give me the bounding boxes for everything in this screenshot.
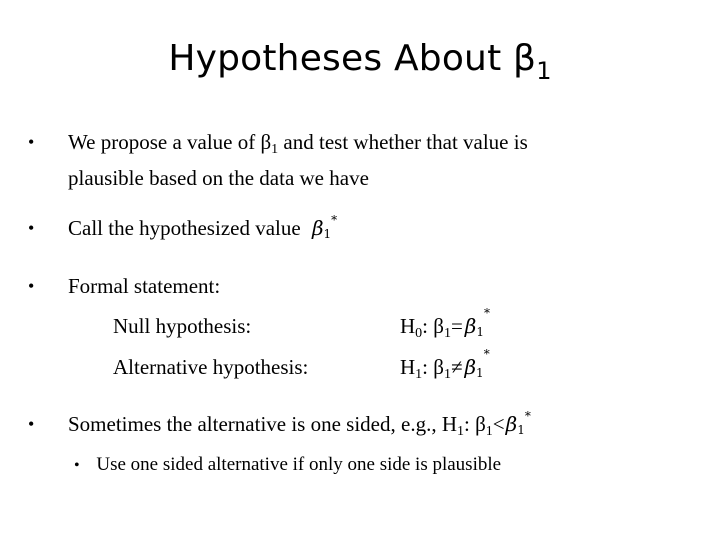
beta-subscript: 1: [271, 142, 279, 157]
beta-star-symbol: β1 *: [464, 306, 490, 339]
bullet-text: [68, 213, 338, 248]
null-hypothesis-label: Null hypothesis:: [113, 314, 252, 338]
title-subscript: 1: [536, 57, 552, 85]
bullet-dot: •: [28, 276, 35, 296]
null-hypothesis-expression: $H_0$: $\beta_1= \beta 1$ *: [400, 306, 490, 341]
bullet-text: Sometimes the alternative is one sided, e.g., $H_1$: $\beta_1<\beta 1$ *: [68, 410, 525, 446]
slide-title: [0, 38, 720, 85]
bullet-formal-statement: [28, 272, 708, 302]
bullet-text-line2: plausible based on the data we have: [68, 166, 369, 190]
sub-bullet-text: Use one sided alternative if only one side is plausible: [96, 454, 502, 475]
beta-star-symbol: β1 *: [311, 213, 338, 241]
bullet-propose-value: [28, 128, 708, 188]
bullet-text: [68, 128, 528, 192]
bullet-hypothesized-value: [28, 214, 708, 244]
sub-bullet-one-sided-use: [74, 454, 501, 476]
bullet-text-part: We propose a value of β: [68, 130, 272, 154]
alternative-hypothesis-label: Alternative hypothesis:: [113, 355, 309, 379]
alternative-hypothesis-expression: $H_1$: $\beta_1\ne \beta 1$ *: [400, 347, 490, 382]
bullet-one-sided: [28, 410, 708, 440]
bullet-dot: •: [28, 414, 35, 434]
beta-star-symbol: β1 *: [505, 409, 531, 437]
bullet-dot: •: [28, 218, 35, 238]
bullet-text-part: Call the hypothesized value: [68, 216, 301, 240]
bullet-text-part: and test whether that value is: [278, 130, 528, 154]
title-text: Hypotheses About β: [168, 38, 537, 79]
bullet-dot: •: [28, 132, 35, 152]
bullet-text: Formal statement:: [68, 274, 221, 298]
sub-bullet-dot: •: [74, 457, 80, 474]
beta-star-symbol: β1 *: [464, 347, 490, 380]
